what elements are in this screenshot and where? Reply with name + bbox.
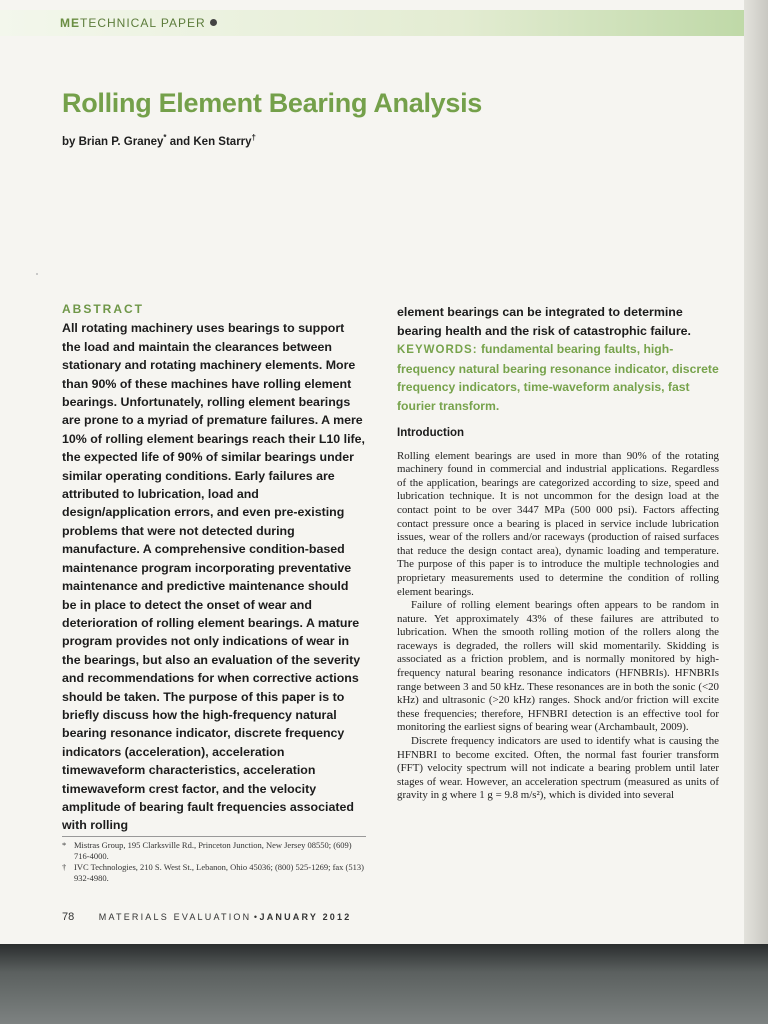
author-2: and Ken Starry (166, 135, 252, 148)
scan-shadow (0, 944, 768, 1024)
left-column (62, 300, 366, 835)
abstract-body: All rotating machinery uses bearings to support the load and maintain the clearances between stationary and rotating machinery elements. More than 90% of these machines have rolling element bearings. Unfortunately, rolling element bearings are prone to a myriad of premature failures. A mere 10% of rolling element bearings reach their L10 life, the expected life of 90% of similar bearings under similar operating conditions. Early failures are attributed to lubrication, load and design/application errors, and even pre-existing problems that were not detected during manufacture. A comprehensive condition-based maintenance program incorporating preventative maintenance and predictive maintenance should be in place to detect the onset of wear and deterioration of rolling element bearings. A mature program provides not only indications of wear in the bearings, but also an evaluation of the severity and recommendations for when corrective actions should be taken. The purpose of this paper is to briefly discuss how the high-frequency natural bearing resonance indicator, discrete frequency indicators (acceleration), acceleration timewaveform characteristics, acceleration timewaveform crest factor, and the velocity amplitude of bearing fault frequencies associated with rolling (62, 321, 365, 833)
right-column (397, 303, 719, 803)
footnote-2 (62, 862, 366, 884)
introduction-heading: Introduction (397, 426, 465, 439)
authors-line (62, 133, 256, 148)
intro-paragraph-2: Failure of rolling element bearings often appears to be random in nature. Yet approximately 43% of these failures are attributed to lubrication. When the smooth rolling motion of the rollers along the raceways is degraded, the rollers will skid momentarily. Skidding is associated as a friction problem, and is normally monitored by high-frequency natural bearing resonance indicators (HFNBRIs). HFNBRIs range between 3 and 50 kHz. These resonances are in both the sonic (<20 kHz) and ultrasonic (>20 kHz) ranges. Shock and/or friction will excite these frequencies; therefore, HFNBRI detection is an effective tool for monitoring the earliest signs of bearing wear (Archambault, 2009). (397, 599, 719, 734)
magazine-name: MATERIALS EVALUATION (98, 912, 252, 922)
keywords (397, 340, 719, 415)
footnotes (62, 836, 366, 884)
intro-paragraph-1: Rolling element bearings are used in more than 90% of the rotating machinery found in commercial and industrial applications. Regardless of the application, bearings are categorized according to size, speed and lubrication technique. It is not uncommon for the design load at the contact point to be over 3447 MPa (500 000 psi). Factors affecting contact pressure once a bearing is placed in service include lubrication issues, wear of the rollers and/or raceways (production of raised surfaces that reduce the design contact area), dynamic loading and temperature. The purpose of this paper is to introduce the multiple technologies and proprietary measurements used to determine the condition of rolling element bearings. (397, 449, 719, 598)
author-1: by Brian P. Graney (62, 135, 164, 148)
page-number: 78 (62, 911, 75, 923)
footnote-1 (62, 840, 366, 862)
abstract-continuation: element bearings can be integrated to determine bearing health and the risk of catastrophic failure. (397, 305, 691, 338)
footnote-2-text: IVC Technologies, 210 S. West St., Lebanon, Ohio 45036; (800) 525-1269; fax (513) 932-4980. (74, 862, 364, 883)
section-header (60, 16, 217, 30)
page-edge (744, 0, 768, 944)
issue-date: JANUARY 2012 (259, 912, 352, 922)
author-2-mark: † (251, 133, 256, 142)
margin-dot (36, 273, 38, 275)
header-me-logo: ME (60, 16, 80, 30)
footnote-1-mark: * (62, 840, 67, 850)
intro-paragraph-3: Discrete frequency indicators are used to identify what is causing the HFNBRI to become excited. Often, the normal fast fourier transform (FFT) velocity spectrum will not indicate a bearing problem until later stages of wear. However, an acceleration spectrum (measured as units of gravity in g where 1 g = 9.8 m/s²), which is divided into several (397, 735, 719, 802)
footnote-2-mark: † (62, 862, 67, 872)
footnote-1-text: Mistras Group, 195 Clarksville Rd., Princeton Junction, New Jersey 08550; (609) 716-4000. (74, 840, 352, 861)
abstract-heading: ABSTRACT (62, 302, 144, 316)
keywords-text: fundamental bearing faults, high-frequency natural bearing resonance indicator, discrete frequency indicators, time-waveform analysis, fast fourier transform. (397, 342, 719, 413)
author-1-mark: * (163, 133, 167, 142)
page-footer (62, 911, 462, 923)
header-dot-icon (210, 19, 217, 26)
footer-separator: • (253, 912, 257, 922)
paper-title: Rolling Element Bearing Analysis (62, 88, 483, 118)
header-label: TECHNICAL PAPER (80, 16, 206, 30)
keywords-label: KEYWORDS: (397, 344, 478, 357)
